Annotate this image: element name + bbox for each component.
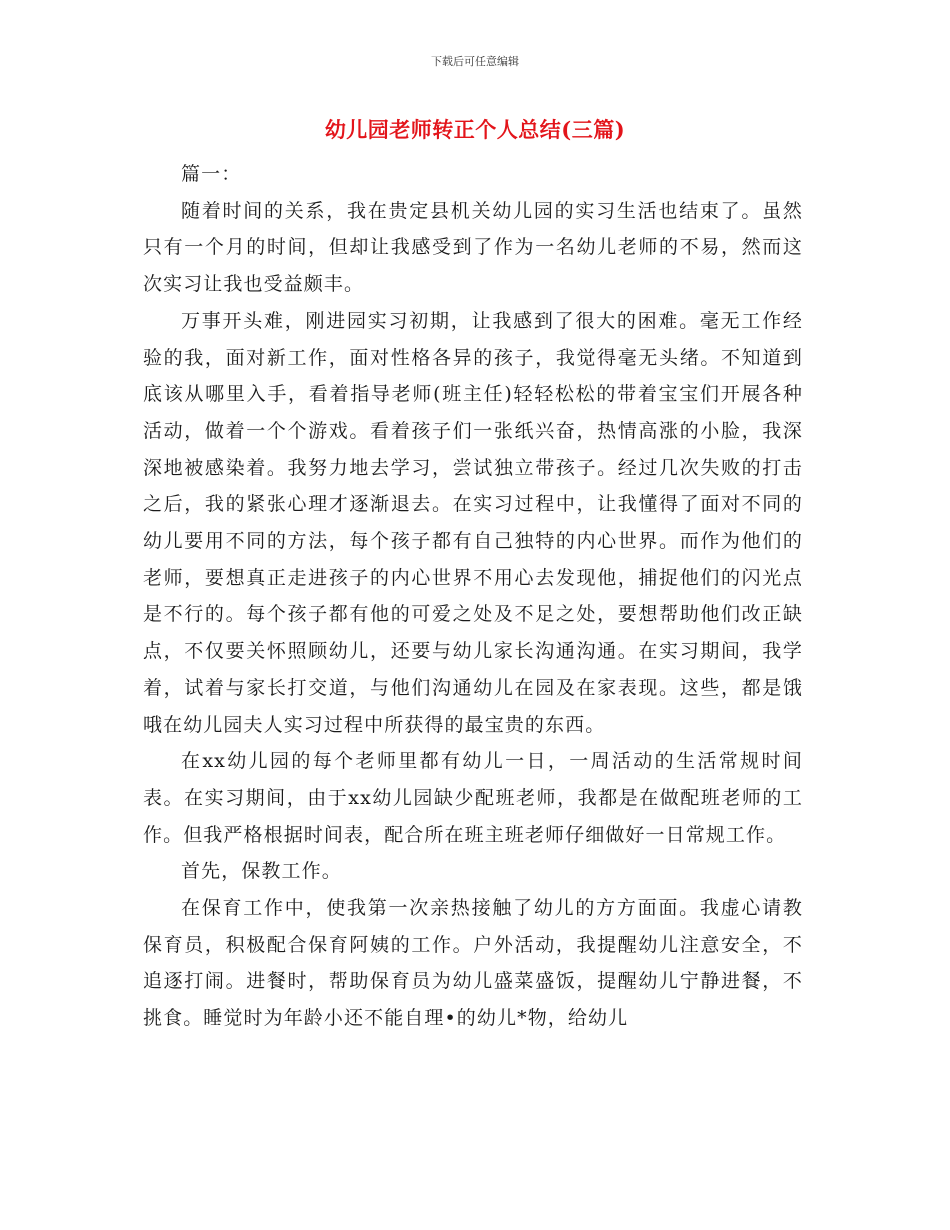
paragraph: 在xx幼儿园的每个老师里都有幼儿一日，一周活动的生活常规时间表。在实习期间，由于xx幼儿园缺少配班老师，我都是在做配班老师的工作。但我严格根据时间表，配合所在班主班老师仔细做好一日常规工作。 (143, 750, 803, 846)
document-body (143, 156, 803, 1037)
paragraph: 万事开头难，刚进园实习初期，让我感到了很大的困难。毫无工作经验的我，面对新工作，面对性格各异的孩子，我觉得毫无头绪。不知道到底该从哪里入手，看着指导老师(班主任)轻轻松松的带着宝宝们开展各种活动，做着一个个游戏。看着孩子们一张纸兴奋，热情高涨的小脸，我深深地被感染着。我努力地去学习，尝试独立带孩子。经过几次失败的打击之后，我的紧张心理才逐渐退去。在实习过程中，让我懂得了面对不同的幼儿要用不同的方法，每个孩子都有自己独特的内心世界。而作为他们的老师，要想真正走进孩子的内心世界不用心去发现他，捕捉他们的闪光点是不行的。每个孩子都有他的可爱之处及不足之处，要想帮助他们改正缺点，不仅要关怀照顾幼儿，还要与幼儿家长沟通沟通。在实习期间，我学着，试着与家长打交道，与他们沟通幼儿在园及在家表现。这些，都是饿哦在幼儿园夫人实习过程中所获得的最宝贵的东西。 (143, 309, 803, 736)
paragraph: 首先，保教工作。 (181, 860, 342, 883)
paragraph: 随着时间的关系，我在贵定县机关幼儿园的实习生活也结束了。虽然只有一个月的时间，但却让我感受到了作为一名幼儿老师的不易，然而这次实习让我也受益颇丰。 (143, 199, 803, 296)
page-header: 下载后可任意编辑 (431, 55, 519, 68)
document-title: 幼儿园老师转正个人总结(三篇) (324, 117, 626, 142)
paragraph: 在保育工作中，使我第一次亲热接触了幼儿的方方面面。我虚心请教保育员，积极配合保育阿姨的工作。户外活动，我提醒幼儿注意安全，不追逐打闹。进餐时，帮助保育员为幼儿盛菜盛饭，提醒幼儿宁静进餐，不挑食。睡觉时为年龄小还不能自理•的幼儿*物，给幼儿 (143, 897, 803, 1030)
section-heading: 篇一： (181, 163, 242, 185)
